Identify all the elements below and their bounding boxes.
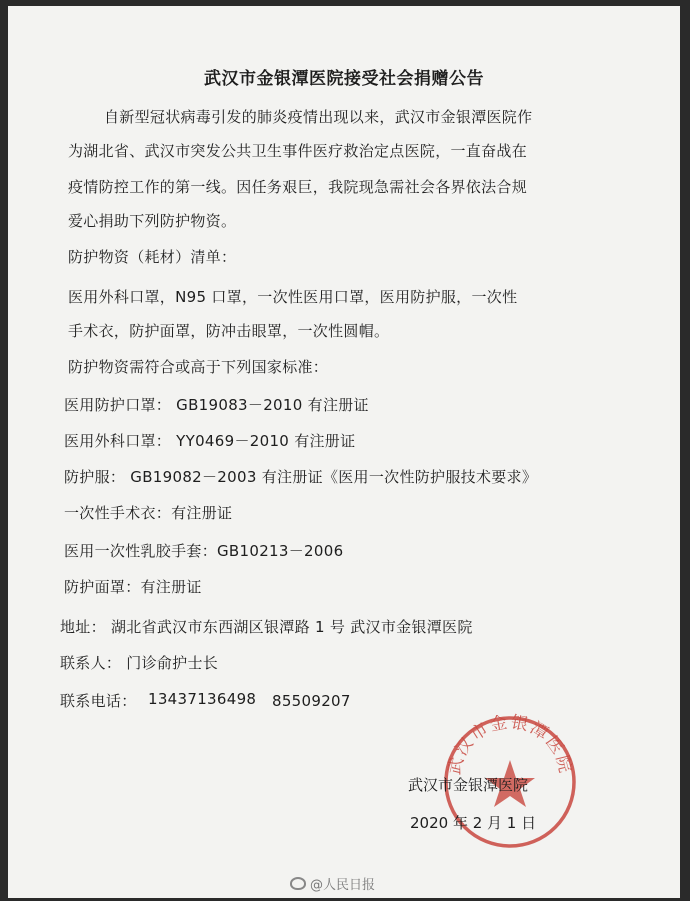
weibo-logo-icon [290, 877, 306, 890]
document-title: 武汉市金银潭医院接受社会捐赠公告 [204, 69, 484, 89]
watermark [290, 874, 375, 893]
address-line: 地址： 湖北省武汉市东西湖区银潭路 1 号 武汉市金银潭医院 [60, 618, 473, 636]
standard-item-mask: 医用防护口罩： GB19083－2010 有注册证 [64, 396, 369, 414]
watermark-text: @人民日报 [310, 878, 376, 893]
intro-line-2: 为湖北省、武汉市突发公共卫生事件医疗救治定点医院，一直奋战在 [68, 142, 528, 160]
standard-item-face-shield: 防护面罩：有注册证 [64, 578, 202, 596]
phone-label: 联系电话： [60, 692, 137, 710]
standard-item-gloves: 医用一次性乳胶手套：GB10213－2006 [64, 542, 344, 560]
intro-line-1: 自新型冠状病毒引发的肺炎疫情出现以来，武汉市金银潭医院作 [104, 108, 533, 126]
standard-item-surgical-mask: 医用外科口罩： YY0469－2010 有注册证 [64, 432, 356, 450]
document-page [8, 6, 680, 898]
list-items-line-1: 医用外科口罩，N95 口罩，一次性医用口罩，医用防护服，一次性 [68, 288, 518, 306]
intro-line-3: 疫情防控工作的第一线。因任务艰巨，我院现急需社会各界依法合规 [68, 178, 528, 196]
signature-org: 武汉市金银潭医院 [408, 776, 529, 794]
contact-line: 联系人： 门诊俞护士长 [60, 654, 219, 672]
phone-number-1: 13437136498 [148, 690, 257, 708]
list-items-line-2: 手术衣，防护面罩，防冲击眼罩，一次性圆帽。 [68, 322, 390, 340]
standard-item-protective-suit: 防护服： GB19082－2003 有注册证《医用一次性防护服技术要求》 [64, 468, 538, 486]
phone-number-2: 85509207 [272, 692, 351, 710]
standard-item-surgical-gown: 一次性手术衣：有注册证 [64, 504, 233, 522]
standards-heading: 防护物资需符合或高于下列国家标准： [68, 358, 329, 376]
signature-date: 2020 年 2 月 1 日 [410, 814, 537, 832]
seal-arc-text: 武汉市金银潭医院 [444, 712, 576, 777]
list-heading: 防护物资（耗材）清单： [68, 248, 237, 266]
intro-line-4: 爱心捐助下列防护物资。 [68, 212, 237, 230]
